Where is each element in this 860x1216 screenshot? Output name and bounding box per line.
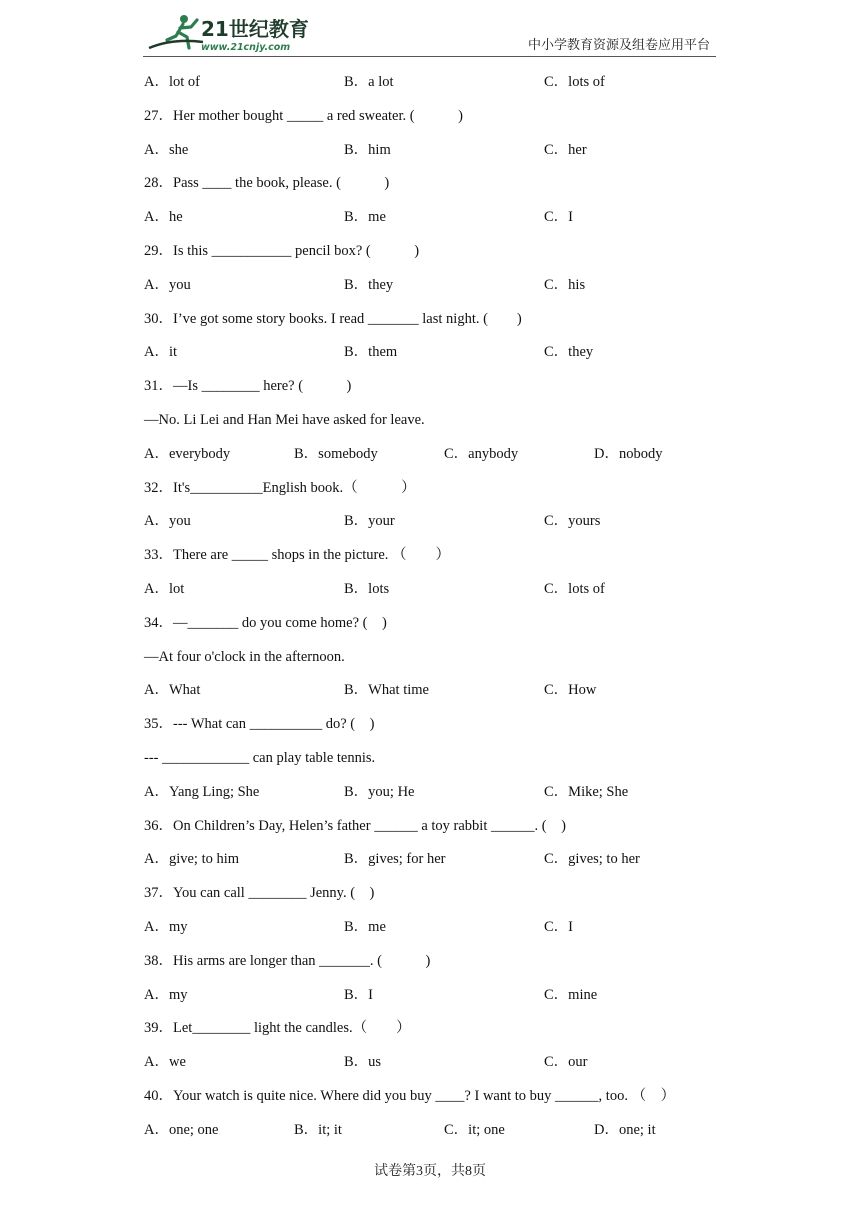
answer-option: A．he: [144, 209, 183, 226]
question-list: [144, 70, 724, 1152]
answer-option: C．mine: [544, 986, 598, 1003]
question-line: 33．There are _____ shops in the picture. （ ）: [144, 547, 451, 564]
answer-option: B．him: [344, 141, 391, 158]
answer-option: C．lots of: [544, 74, 605, 90]
answer-option: A．she: [144, 141, 189, 158]
page-header: [143, 10, 716, 57]
answer-option: A．my: [144, 986, 188, 1003]
page-number: 试卷第3页，共8页: [374, 1164, 486, 1179]
question-line: 32．It's__________English book.（ ）: [144, 479, 416, 496]
question-line: 27．Her mother bought _____ a red sweater. ( ): [144, 107, 463, 124]
answer-option: A．give; to him: [144, 851, 240, 868]
runner-icon: [149, 15, 203, 48]
answer-option: A．we: [144, 1054, 186, 1071]
question-line: --- ____________ can play table tennis.: [144, 749, 376, 766]
answer-option: B．me: [344, 918, 386, 935]
logo-21cnjy: [143, 10, 313, 54]
question-line: 29．Is this ___________ pencil box? ( ): [144, 242, 420, 259]
answer-option: A．What: [144, 682, 201, 699]
options-row: [144, 915, 724, 949]
question-line: 28．Pass ____ the book, please. ( ): [144, 175, 390, 192]
answer-option: B．they: [344, 276, 394, 293]
answer-option: A．my: [144, 918, 188, 935]
question-line: —At four o'clock in the afternoon.: [144, 648, 345, 665]
question-line: 40．Your watch is quite nice. Where did you buy ____? I want to buy ______, too. （ ）: [144, 1087, 676, 1104]
answer-option: B．us: [344, 1054, 382, 1071]
answer-option: C．I: [544, 209, 573, 226]
answer-option: C．his: [544, 276, 586, 293]
answer-option: A．you: [144, 513, 191, 530]
options-row: [144, 678, 724, 712]
answer-option: B．I: [344, 986, 373, 1003]
options-row: [144, 138, 724, 172]
question-line: —No. Li Lei and Han Mei have asked for leave.: [144, 411, 425, 428]
answer-option: B．somebody: [294, 445, 378, 462]
answer-option: C．her: [544, 141, 587, 158]
question-line: 34．—_______ do you come home? ( ): [144, 614, 387, 631]
options-row: [144, 1050, 724, 1084]
answer-option: B．lots: [344, 580, 390, 597]
options-row: [144, 70, 724, 104]
question-line: 36．On Children’s Day, Helen’s father ______ a toy rabbit ______. ( ): [144, 817, 566, 834]
options-row: [144, 1118, 724, 1152]
answer-option: B．What time: [344, 682, 429, 699]
options-row: [144, 577, 724, 611]
logo-title: 21世纪教育: [201, 17, 309, 41]
answer-option: B．me: [344, 209, 386, 226]
answer-option: A．it: [144, 344, 178, 361]
answer-option: C．they: [544, 344, 594, 361]
answer-option: A．you: [144, 276, 191, 293]
answer-option: A．Yang Ling; She: [144, 783, 260, 800]
answer-option: B．your: [344, 513, 395, 530]
options-row: [144, 847, 724, 881]
answer-option: C．anybody: [444, 445, 519, 462]
answer-option: C．lots of: [544, 580, 605, 597]
question-line: 30．I’ve got some story books. I read _______ last night. ( ): [144, 310, 522, 327]
options-row: [144, 780, 724, 814]
answer-option: A．lot: [144, 580, 185, 597]
answer-option: C．How: [544, 682, 597, 699]
question-line: 35．--- What can __________ do? ( ): [144, 716, 375, 733]
answer-option: B．a lot: [344, 74, 394, 90]
options-row: [144, 509, 724, 543]
answer-option: B．it; it: [294, 1121, 342, 1138]
answer-option: A．one; one: [144, 1121, 219, 1138]
answer-option: D．nobody: [594, 445, 663, 462]
answer-option: C．yours: [544, 513, 601, 530]
options-row: [144, 340, 724, 374]
answer-option: C．Mike; She: [544, 783, 629, 800]
answer-option: C．our: [544, 1054, 588, 1071]
answer-option: B．gives; for her: [344, 851, 446, 868]
options-row: [144, 273, 724, 307]
logo-url: www.21cnjy.com: [201, 42, 291, 53]
answer-option: C．I: [544, 918, 573, 935]
question-line: 37．You can call ________ Jenny. ( ): [144, 885, 375, 902]
question-line: 38．His arms are longer than _______. ( ): [144, 952, 431, 969]
answer-option: A．everybody: [144, 445, 231, 462]
options-row: [144, 442, 724, 476]
answer-option: C．gives; to her: [544, 851, 640, 868]
answer-option: C．it; one: [444, 1121, 505, 1138]
answer-option: B．them: [344, 344, 398, 361]
options-row: [144, 205, 724, 239]
question-line: 31．—Is ________ here? ( ): [144, 378, 352, 395]
answer-option: B．you; He: [344, 783, 415, 800]
answer-option: A．lot of: [144, 74, 200, 90]
question-line: 39．Let________ light the candles.（ ）: [144, 1020, 411, 1037]
answer-option: D．one; it: [594, 1121, 656, 1138]
header-platform-text: 中小学教育资源及组卷应用平台: [527, 38, 710, 53]
options-row: [144, 983, 724, 1017]
